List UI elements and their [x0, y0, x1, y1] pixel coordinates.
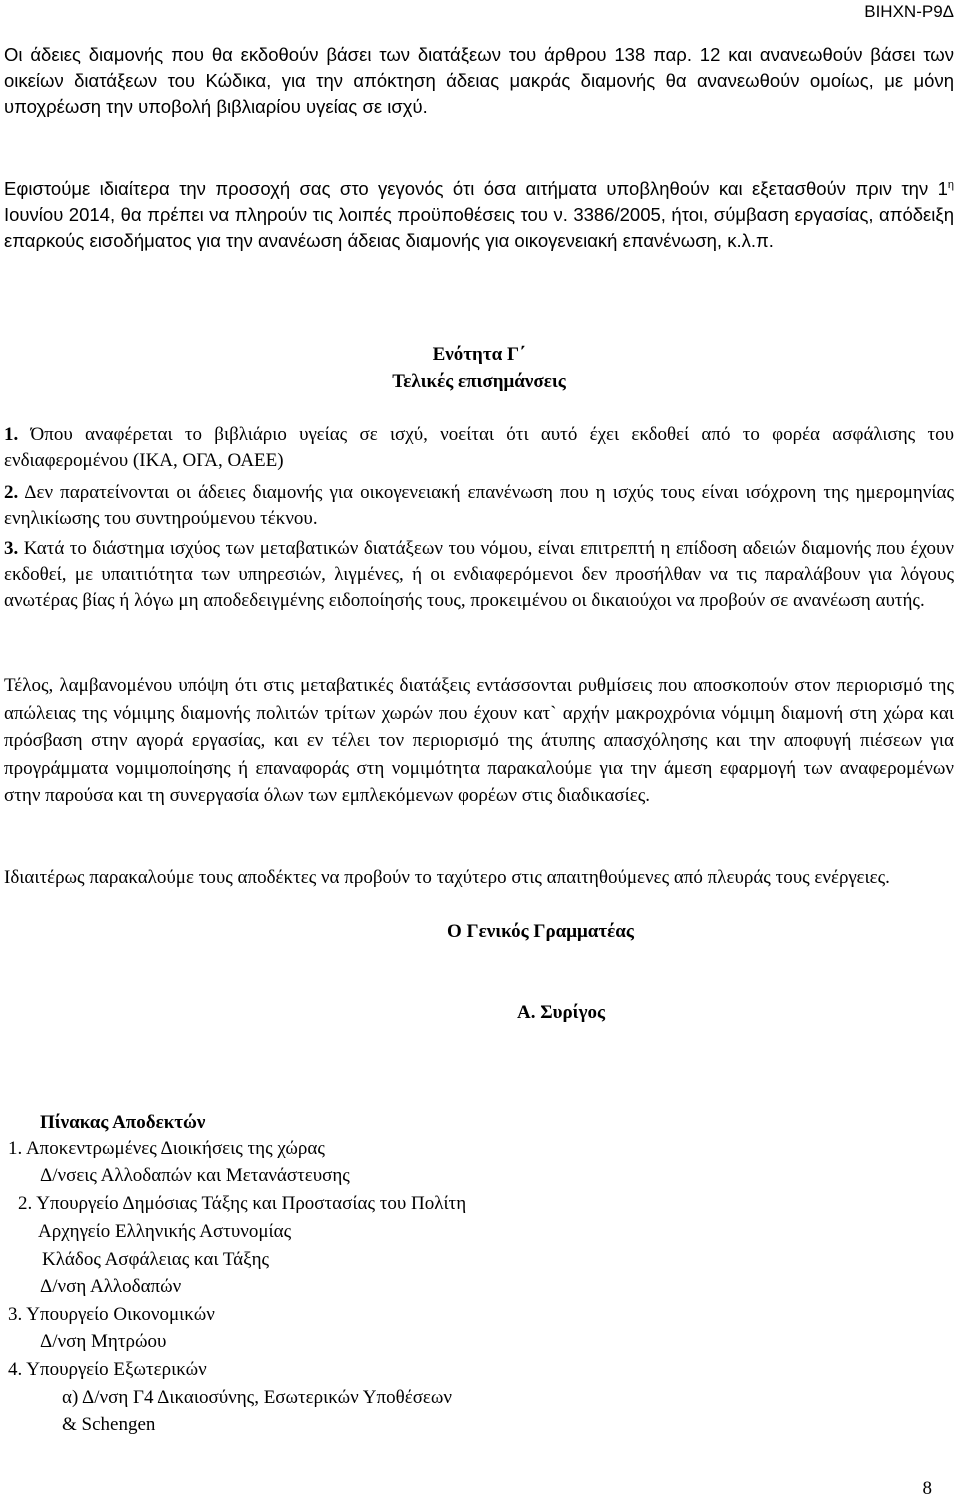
signature-title: Ο Γενικός Γραμματέας: [447, 921, 634, 942]
closing-paragraph-1: Τέλος, λαμβανομένου υπόψη ότι στις μεταβατικές διατάξεις εντάσσονται ρυθμίσεις που αποσκοπούν στον περιορισμό της απώλειας της νόμιμης διαμονής πολιτών τρίτων χωρών που έχουν κατ` αρχήν μακροχρόνια νόμιμη διαμονή στη χώρα και πρόσβαση στην αγορά εργασίας, και εν τέλει τον περιορισμό της άτυπης απασχόλησης και την αποφυγή πιέσεων για προγράμματα νομιμοποίησης ή επαναφοράς στη νομιμότητα παρακαλούμε για την άμεση εφαρμογή των αναφερομένων στην παρούσα και τη συνεργασία όλων των εμπλεκόμενων φορέων στις διαδικασίες.: [4, 675, 954, 806]
closing-paragraph-2: Ιδιαιτέρως παρακαλούμε τους αποδέκτες να προβούν το ταχύτερο στις απαιτηθούμενες από πλευράς τους ενέργειες.: [4, 867, 890, 888]
item-text: Δεν παρατείνονται οι άδειες διαμονής για οικογενειακή επανένωση που η ισχύς τους είναι ισόχρονη της ημερομηνίας ενηλικίωσης του συντηρούμενου τέκνου.: [4, 482, 954, 529]
recipient-line: α) Δ/νση Γ4 Δικαιοσύνης, Εσωτερικών Υποθέσεων: [62, 1387, 453, 1408]
intro-paragraph-2-end: Ιουνίου 2014, θα πρέπει να πληρούν τις λοιπές προϋποθέσεις του ν. 3386/2005, ήτοι, σύμβαση εργασίας, απόδειξη επαρκούς εισοδήματος για την ανανέωση άδειας διαμονής για οικογενειακή επανένωση, κ.λ.π.: [4, 204, 954, 251]
section-heading: Ενότητα Γ΄: [432, 344, 526, 365]
recipient-line: 2. Υπουργείο Δημόσιας Τάξης και Προστασίας του Πολίτη: [18, 1193, 467, 1214]
intro-paragraph-1: Οι άδειες διαμονής που θα εκδοθούν βάσει των διατάξεων του άρθρου 138 παρ. 12 και ανανεωθούν βάσει των οικείων διατάξεων του Κώδικα, για την απόκτηση άδειας μακράς διαμονής θα ανανεωθούν ομοίως, με μόνη υποχρέωση την υποβολή βιβλιαρίου υγείας σε ισχύ.: [4, 44, 954, 117]
page-number: 8: [922, 1478, 932, 1499]
signature-name: Α. Συρίγος: [517, 1002, 605, 1023]
item-text: Κατά το διάστημα ισχύος των μεταβατικών διατάξεων του νόμου, είναι επιτρεπτή η επίδοση αδειών διαμονής που έχουν εκδοθεί, με υπαιτιότητα των υπηρεσιών, λιγμένες, ή οι ενδιαφερόμενοι δεν προσήλθαν να τις παραλάβουν για λόγους ανωτέρας βίας ή λόγω μη αποδεδειγμένης ειδοποίησής τους, προκειμένου οι δικαιούχοι να προβούν σε ανανέωση αυτής.: [4, 538, 954, 611]
item-text: Όπου αναφέρεται το βιβλιάριο υγείας σε ισχύ, νοείται ότι αυτό έχει εκδοθεί από το φορέα ασφάλισης του ενδιαφερομένου (ΙΚΑ, ΟΓΑ, ΟΑΕΕ): [4, 424, 954, 471]
section-item-3: [4, 536, 954, 614]
recipient-line: Αρχηγείο Ελληνικής Αστυνομίας: [38, 1221, 292, 1242]
recipient-line: 3. Υπουργείο Οικονομικών: [8, 1304, 215, 1325]
item-number: 1.: [4, 424, 19, 445]
recipient-line: Κλάδος Ασφάλειας και Τάξης: [42, 1249, 270, 1270]
recipient-line: 1. Αποκεντρωμένες Διοικήσεις της χώρας: [8, 1138, 325, 1159]
recipient-line: Δ/νση Μητρώου: [40, 1331, 167, 1352]
ordinal-superscript: η: [947, 178, 954, 191]
recipients-heading: Πίνακας Αποδεκτών: [40, 1112, 206, 1133]
recipient-line: Δ/νσεις Αλλοδαπών και Μετανάστευσης: [40, 1165, 350, 1186]
document-code: ΒΙΗΧΝ-Ρ9Δ: [864, 2, 954, 21]
section-item-2: [4, 480, 954, 532]
item-number: 2.: [4, 482, 19, 503]
recipient-line: & Schengen: [62, 1414, 156, 1435]
section-subheading: Τελικές επισημάνσεις: [392, 371, 566, 392]
intro-paragraph-2: [4, 176, 954, 254]
section-item-1: [4, 422, 954, 474]
recipient-line: Δ/νση Αλλοδαπών: [40, 1276, 182, 1297]
recipient-line: 4. Υπουργείο Εξωτερικών: [8, 1359, 207, 1380]
intro-paragraph-2-start: Εφιστούμε ιδιαίτερα την προσοχή σας στο γεγονός ότι όσα αιτήματα υποβληθούν και εξετασθούν πριν την 1: [4, 178, 948, 199]
item-number: 3.: [4, 538, 19, 559]
